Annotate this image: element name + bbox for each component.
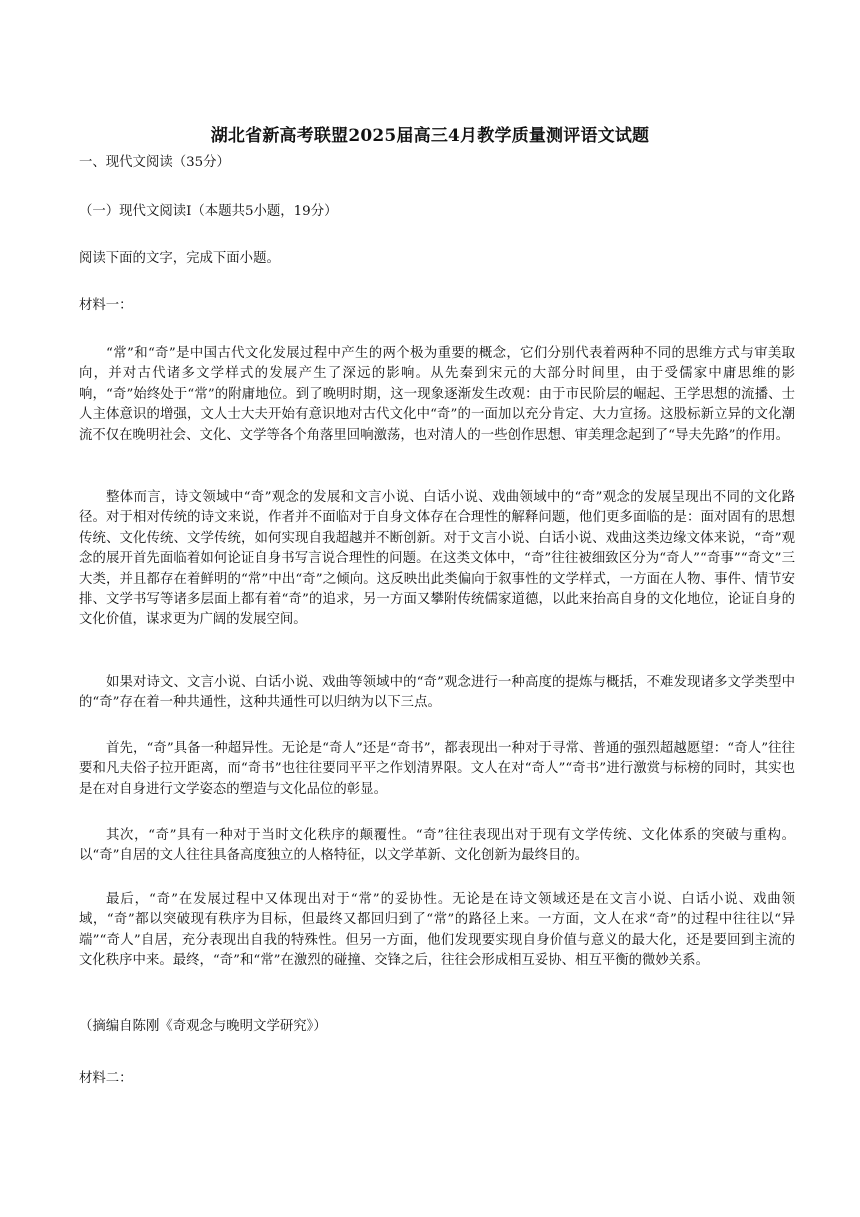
paragraph-4: 首先，“奇”具备一种超异性。无论是“奇人”还是“奇书”，都表现出一种对于寻常、普通的强烈超越愿望：“奇人”往往要和凡夫俗子拉开距离，而“奇书”也往往要同平平之作划清界限。文人在对“奇人”“奇书”进行激赏与标榜的同时，其实也是在对自身进行文学姿态的塑造与文化品位的彰显。: [79, 741, 795, 797]
paragraph-1: “常”和“奇”是中国古代文化发展过程中产生的两个极为重要的概念，它们分别代表着两种不同的思维方式与审美取向，并对古代诸多文学样式的发展产生了深远的影响。从先秦到宋元的大部分时间里，由于受儒家中庸思维的影响，“奇”始终处于“常”的附庸地位。到了晚明时期，这一现象逐渐发生改观：由于市民阶层的崛起、王学思想的流播、士人主体意识的增强，文人士大夫开始有意识地对古代文化中“奇”的一面加以充分肯定、大力宣扬。这股标新立异的文化潮流不仅在晚明社会、文化、文学等各个角落里回响激荡，也对清人的一些创作思想、审美理念起到了“导夫先路”的作用。: [79, 346, 795, 443]
section-heading: 一、现代文阅读（35分）: [79, 155, 230, 170]
subsection-heading: （一）现代文阅读Ⅰ（本题共5小题，19分）: [79, 204, 338, 219]
paragraph-3: 如果对诗文、文言小说、白话小说、戏曲等领域中的“奇”观念进行一种高度的提炼与概括，不难发现诸多文学类型中的“奇”存在着一种共通性，这种共通性可以归纳为以下三点。: [79, 675, 795, 711]
page-title: 湖北省新高考联盟2025届高三4月教学质量测评语文试题: [210, 126, 650, 146]
material-two-label: 材料二：: [79, 1071, 133, 1086]
instruction-text: 阅读下面的文字，完成下面小题。: [79, 251, 280, 266]
source-note: （摘编自陈刚《奇观念与晚明文学研究》）: [79, 1019, 327, 1034]
material-one-label: 材料一：: [79, 298, 133, 313]
paragraph-5: 其次，“奇”具有一种对于当时文化秩序的颠覆性。“奇”往往表现出对于现有文学传统、文化体系的突破与重构。以“奇”自居的文人往往具备高度独立的人格特征，以文学革新、文化创新为最终目的。: [79, 828, 795, 864]
paragraph-2: 整体而言，诗文领域中“奇”观念的发展和文言小说、白话小说、戏曲领域中的“奇”观念的发展呈现出不同的文化路径。对于相对传统的诗文来说，作者并不面临对于自身文体存在合理性的解释问题，他们更多面临的是：面对固有的思想传统、文化传统、文学传统，如何实现自我超越并不断创新。对于文言小说、白话小说、戏曲这类边缘文体来说，“奇”观念的展开首先面临着如何论证自身书写言说合理性的问题。在这类文体中，“奇”往往被细致区分为“奇人”“奇事”“奇文”三大类，并且都存在着鲜明的“常”中出“奇”之倾向。这反映出此类偏向于叙事性的文学样式，一方面在人物、事件、情节安排、文学书写等诸多层面上都有着“奇”的追求，另一方面又攀附传统儒家道德，以此来抬高自身的文化地位，论证自身的文化价值，谋求更为广阔的发展空间。: [79, 490, 795, 628]
paragraph-6: 最后，“奇”在发展过程中又体现出对于“常”的妥协性。无论是在诗文领域还是在文言小说、白话小说、戏曲领域，“奇”都以突破现有秩序为目标，但最终又都回归到了“常”的路径上来。一方面，文人在求“奇”的过程中往往以“异端”“奇人”自居，充分表现出自我的特殊性。但另一方面，他们发现要实现自身价值与意义的最大化，还是要回到主流的文化秩序中来。最终，“奇”和“常”在激烈的碰撞、交锋之后，往往会形成相互妥协、相互平衡的微妙关系。: [79, 892, 795, 969]
